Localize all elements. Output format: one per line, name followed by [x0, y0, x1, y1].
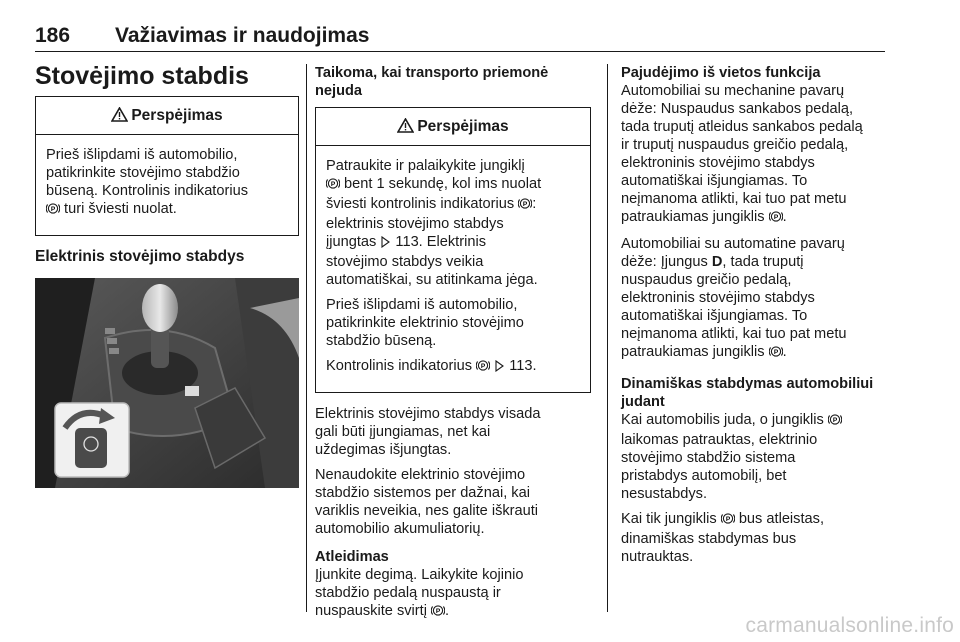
parking-brake-icon — [476, 359, 490, 377]
text-line: gali būti įjungiamas, net kai — [315, 424, 491, 440]
dynamic-braking-section — [621, 375, 891, 503]
warning-paragraph — [326, 357, 580, 377]
parking-brake-icon — [518, 197, 532, 215]
center-console-illustration — [35, 278, 299, 488]
text-line: 113. — [505, 358, 537, 374]
text-line: neįmanoma atlikti, kai tuo pat metu — [621, 191, 847, 207]
parking-brake-icon — [769, 210, 783, 228]
svg-text:P: P — [480, 363, 486, 370]
text-line: 113. Elektrinis — [391, 234, 486, 250]
column-3 — [621, 64, 891, 573]
svg-text:P: P — [435, 608, 441, 615]
svg-text:P: P — [330, 181, 336, 188]
svg-text:P: P — [832, 417, 838, 424]
warning-header — [36, 97, 298, 135]
text-line: bus atleistas, — [734, 511, 824, 527]
drive-away-section — [621, 64, 891, 228]
text-line: . — [445, 603, 450, 619]
warning-body — [36, 135, 298, 235]
text-line: nesustabdys. — [621, 486, 707, 502]
heading-dynamic-braking: judant — [621, 394, 665, 410]
heading-drive-away: Pajudėjimo iš vietos funkcija — [621, 65, 821, 81]
page-reference-arrow-icon[interactable] — [494, 359, 505, 377]
page-reference-arrow-icon[interactable] — [380, 235, 391, 253]
column-divider — [607, 64, 608, 612]
parking-brake-icon — [769, 345, 783, 363]
text-line: stabdžio sistemos per dažnai, kai — [315, 485, 530, 501]
warning-triangle-icon — [397, 118, 414, 138]
text-line: ir truputį nuspaudus greičio pedalą, — [621, 137, 849, 153]
text-line: neįmanoma atlikti, kai tuo pat metu — [621, 326, 847, 342]
column-2 — [315, 64, 591, 629]
text-line: nuspauskite svirtį — [315, 603, 431, 619]
text-line: automatiškai, su atitinkama jėga. — [326, 272, 538, 288]
text-line: . — [782, 209, 787, 225]
text-line: tada truputį atleidus sankabos pedalą — [621, 119, 863, 135]
svg-text:P: P — [773, 349, 778, 356]
warning-triangle-icon — [111, 107, 128, 127]
console-photo — [35, 278, 299, 488]
parking-brake-icon — [326, 177, 340, 195]
text-line: dėže: Nuspaudus sankabos pedalą, — [621, 101, 854, 117]
parking-brake-icon — [828, 413, 842, 431]
text-line: stabdžio pedalą nuspaustą ir — [315, 585, 501, 601]
text-line: Automobiliai su mechanine pavarų — [621, 83, 845, 99]
text-line: šviesti kontrolinis indikatorius — [326, 196, 519, 212]
warning-body — [316, 146, 590, 392]
text-line: Prieš išlipdami iš automobilio, — [326, 297, 518, 313]
column-1 — [35, 96, 299, 488]
text-line: automobilio akumuliatorių. — [315, 521, 485, 537]
text-line: nutrauktas. — [621, 549, 694, 565]
text-line: Elektrinis stovėjimo stabdys visada — [315, 406, 541, 422]
paragraph — [315, 405, 591, 459]
text-line: Kontrolinis indikatorius — [326, 358, 477, 374]
paragraph — [621, 235, 891, 363]
text-line: Automobiliai su automatine pavarų — [621, 236, 845, 252]
text-line: būseną. Kontrolinis indikatorius — [46, 183, 248, 199]
svg-text:P: P — [523, 201, 528, 208]
text-line: patraukiamas jungiklis — [621, 344, 769, 360]
warning-title: Perspėjimas — [417, 117, 509, 135]
parking-brake-icon — [721, 512, 735, 530]
gear-d-label: D — [711, 254, 723, 270]
warning-title: Perspėjimas — [131, 106, 223, 124]
text-line: patikrinkite stovėjimo stabdžio — [46, 165, 240, 181]
text-line: : — [532, 196, 537, 212]
column-divider — [306, 64, 307, 612]
running-title: Važiavimas ir naudojimas — [115, 24, 370, 47]
text-line: Nenaudokite elektrinio stovėjimo — [315, 467, 526, 483]
text-line: nejuda — [315, 83, 363, 99]
paragraph — [315, 466, 591, 538]
subheading-electric-parking-brake: Elektrinis stovėjimo stabdys — [35, 248, 245, 265]
section-title: Stovėjimo stabdis — [35, 62, 249, 90]
text-line: . — [782, 344, 787, 360]
warning-box — [315, 107, 591, 393]
text-line: , tada truputį — [722, 254, 804, 270]
text-line: Patraukite ir palaikykite jungiklį — [326, 158, 525, 174]
text-line: dinamiškas stabdymas bus — [621, 531, 797, 547]
release-section — [315, 548, 591, 622]
page-header — [35, 24, 885, 54]
warning-text — [46, 146, 288, 220]
paragraph — [621, 510, 891, 566]
text-line: variklis neveikia, nes galite iškrauti — [315, 503, 539, 519]
text-line: turi šviesti nuolat. — [60, 201, 177, 217]
text-line: stabdžio būseną. — [326, 333, 437, 349]
text-line: stovėjimo stabdžio sistema — [621, 450, 796, 466]
text-line: uždegimas išjungtas. — [315, 442, 452, 458]
text-line: dėže: Įjungus — [621, 254, 712, 270]
svg-text:P: P — [725, 516, 730, 523]
warning-paragraph — [326, 296, 580, 350]
text-line: automatiškai išjungiamas. To — [621, 173, 808, 189]
text-line: bent 1 sekundę, kol ims nuolat — [340, 176, 542, 192]
text-line: elektroninis stovėjimo stabdys — [621, 290, 815, 306]
text-line: Įjunkite degimą. Laikykite kojinio — [315, 567, 524, 583]
parking-brake-icon — [431, 604, 445, 622]
text-line: nuspaudus greičio pedalą, — [621, 272, 792, 288]
svg-text:P: P — [773, 214, 778, 221]
parking-brake-icon — [46, 202, 60, 220]
page-number: 186 — [35, 24, 71, 47]
text-line: pristabdys automobilį, bet — [621, 468, 787, 484]
text-line: Taikoma, kai transporto priemonė — [315, 65, 549, 81]
text-line: patikrinkite elektrinio stovėjimo — [326, 315, 524, 331]
text-line: laikomas patrauktas, elektrinio — [621, 432, 818, 448]
text-line: elektrinis stovėjimo stabdys — [326, 216, 504, 232]
text-line: Kai tik jungiklis — [621, 511, 721, 527]
text-line: stovėjimo stabdys veikia — [326, 254, 484, 270]
watermark: carmanualsonline.info — [745, 614, 954, 637]
text-line: elektroninis stovėjimo stabdys — [621, 155, 815, 171]
text-line: automatiškai išjungiamas. To — [621, 308, 808, 324]
text-line: Kai automobilis juda, o jungiklis — [621, 412, 828, 428]
warning-box — [35, 96, 299, 236]
svg-text:P: P — [50, 206, 56, 213]
text-line: Prieš išlipdami iš automobilio, — [46, 147, 238, 163]
heading-vehicle-stationary — [315, 64, 591, 100]
text-line: patraukiamas jungiklis — [621, 209, 769, 225]
text-line: įjungtas — [326, 234, 381, 250]
heading-dynamic-braking: Dinamiškas stabdymas automobiliui — [621, 376, 874, 392]
warning-header — [316, 108, 590, 146]
warning-paragraph — [326, 157, 580, 289]
heading-release: Atleidimas — [315, 549, 389, 565]
header-rule — [35, 51, 885, 52]
